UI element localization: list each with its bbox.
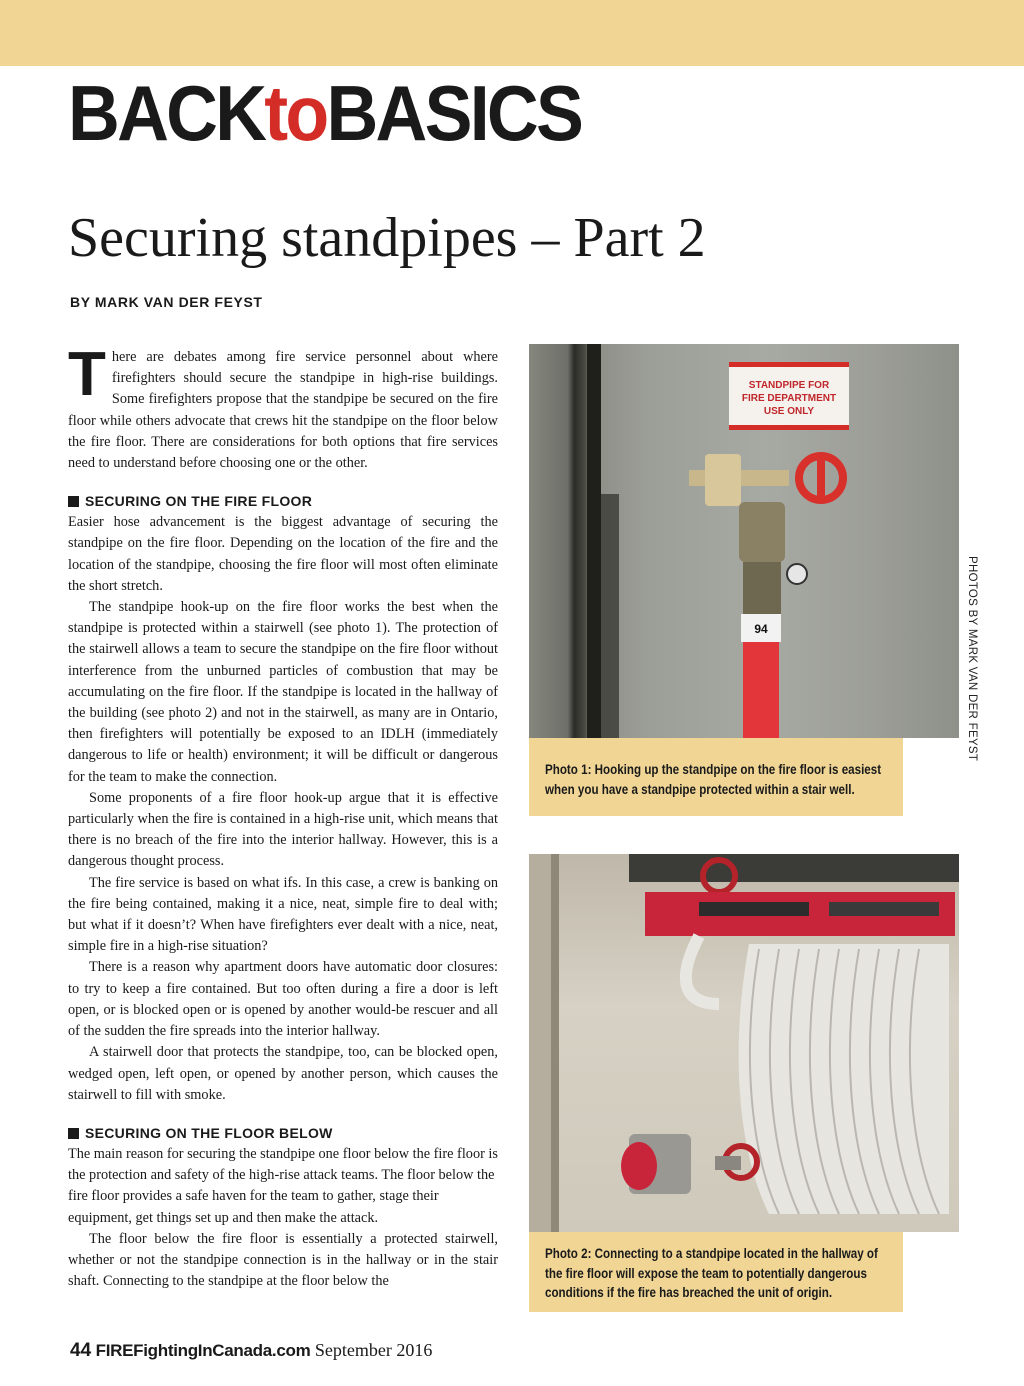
article-title: Securing standpipes – Part 2	[68, 207, 706, 269]
cabinet-door-edge	[529, 854, 551, 1232]
page-footer	[70, 1340, 432, 1362]
hose-loop	[686, 936, 719, 1004]
footer-site-name: FIREFightingInCanada.com	[95, 1341, 311, 1360]
square-bullet-icon	[68, 1128, 79, 1139]
wall-stain	[601, 494, 619, 738]
sign-line-1: STANDPIPE FOR	[748, 380, 830, 391]
body-paragraph: The fire service is based on what ifs. In this case, a crew is banking on the fire being contained, making it a nice, neat, simple fire to deal with; but what if it doesn’t? When have firefighters ever dealt with a nice, neat, simple fire in a high-rise situation?	[68, 874, 498, 955]
section-brand-logo	[68, 69, 582, 157]
brand-to: to	[264, 69, 327, 157]
article-body	[68, 340, 498, 1292]
body-paragraph: Some proponents of a fire floor hook-up argue that it is effective particularly when the fire is contained in a high-rise unit, which means that there is no breach of the fire into the interior hallway. However, this is a dangerous thought process.	[68, 789, 498, 870]
photo-hallway-standpipe-cabinet	[529, 854, 959, 1232]
body-paragraph: There is a reason why apartment doors have automatic door closures: to try to keep a fire contained. But too often during a fire a door is left open, or is blocked open or is opened by another would-be rescuer and all of the sudden the fire spreads into the interior hallway.	[68, 959, 498, 1040]
body-paragraph: A stairwell door that protects the standpipe, too, can be blocked open, wedged open, left open, or opened by another person, which causes the stairwell to fill with smoke.	[68, 1044, 498, 1103]
intro-paragraph	[68, 340, 498, 474]
red-cap	[621, 1142, 657, 1190]
pressure-gauge	[787, 564, 807, 584]
square-bullet-icon	[68, 496, 79, 507]
drop-cap: T	[68, 340, 106, 409]
photo-stairwell-standpipe	[529, 344, 959, 738]
sign-line-2: FIRE DEPARTMENT	[741, 393, 837, 404]
stairwell-standpipe-illustration	[529, 344, 959, 738]
article-byline: BY MARK VAN DER FEYST	[70, 294, 263, 310]
photo2-caption: Photo 2: Connecting to a standpipe located in the hallway of the fire floor will expose the team to potentially dangerous conditions if the fire has breached the unit of origin.	[529, 1232, 903, 1312]
page-number: 44	[70, 1340, 92, 1361]
photo-credit: PHOTOS BY MARK VAN DER FEYST	[966, 556, 978, 762]
red-fire-hose	[743, 642, 779, 738]
section-heading-fire-floor: SECURING ON THE FIRE FLOOR	[68, 491, 498, 512]
top-color-band	[0, 0, 1024, 66]
body-paragraph: The floor below the fire floor is essentially a protected stairwell, whether or not the standpipe connection is in the hallway or in the stair shaft. Connecting to the standpipe at the floor below the	[68, 1230, 498, 1290]
hose-tag-number: 94	[754, 622, 768, 636]
cabinet-top-pipe	[629, 854, 959, 882]
door-frame-dark	[587, 344, 601, 738]
photo1-caption: Photo 1: Hooking up the standpipe on the fire floor is easiest when you have a standpipe protected within a stair well.	[529, 738, 903, 816]
footer-issue-date: September 2016	[314, 1340, 433, 1360]
body-paragraph: The standpipe hook-up on the fire floor works the best when the standpipe is protected within a stairwell (see photo 1). The protection of the stairwell allows a team to secure the standpipe on the fire floor without interference from the unburned particles of combustion that may be accumulating on the fire floor. If the standpipe is located in the hallway of the building (see photo 2) and not in the stairwell, as many are in Ontario, then firefighters will potentially be exposed to an IDLH (immediately dangerous to life or health) environment; it will be difficult or dangerous for the team to make the connection.	[68, 599, 498, 785]
body-paragraph: Easier hose advancement is the biggest advantage of securing the standpipe on the fire floor. Depending on the location of the fire and the location of the standpipe, choosing the fire floor will most often eliminate the short stretch.	[68, 514, 498, 594]
sign-line-3: USE ONLY	[763, 406, 815, 417]
section-heading-floor-below: SECURING ON THE FLOOR BELOW	[68, 1123, 498, 1144]
brand-basics: BASICS	[326, 69, 582, 157]
hose-cabinet-illustration	[529, 854, 959, 1232]
body-paragraph: The main reason for securing the standpipe one floor below the fire floor is the protection and safety of the high-rise attack teams. The floor below the fire floor provides a safe haven for the team to gather, stage their equipment, get things set up and then make the attack.	[68, 1145, 498, 1226]
intro-text: here are debates among fire service personnel about where firefighters should secure the standpipe in high-rise buildings. Some firefighters propose that the standpipe be secured on the fire floor while others advocate that crews hit the standpipe on the floor below the fire floor. There are considerations for both options that fire services need to understand before choosing one or the other.	[68, 349, 498, 472]
folded-hose-bundle	[739, 944, 949, 1214]
brand-back: BACK	[68, 69, 265, 157]
standpipe-valve	[705, 454, 741, 506]
hose-coupling	[739, 502, 785, 562]
